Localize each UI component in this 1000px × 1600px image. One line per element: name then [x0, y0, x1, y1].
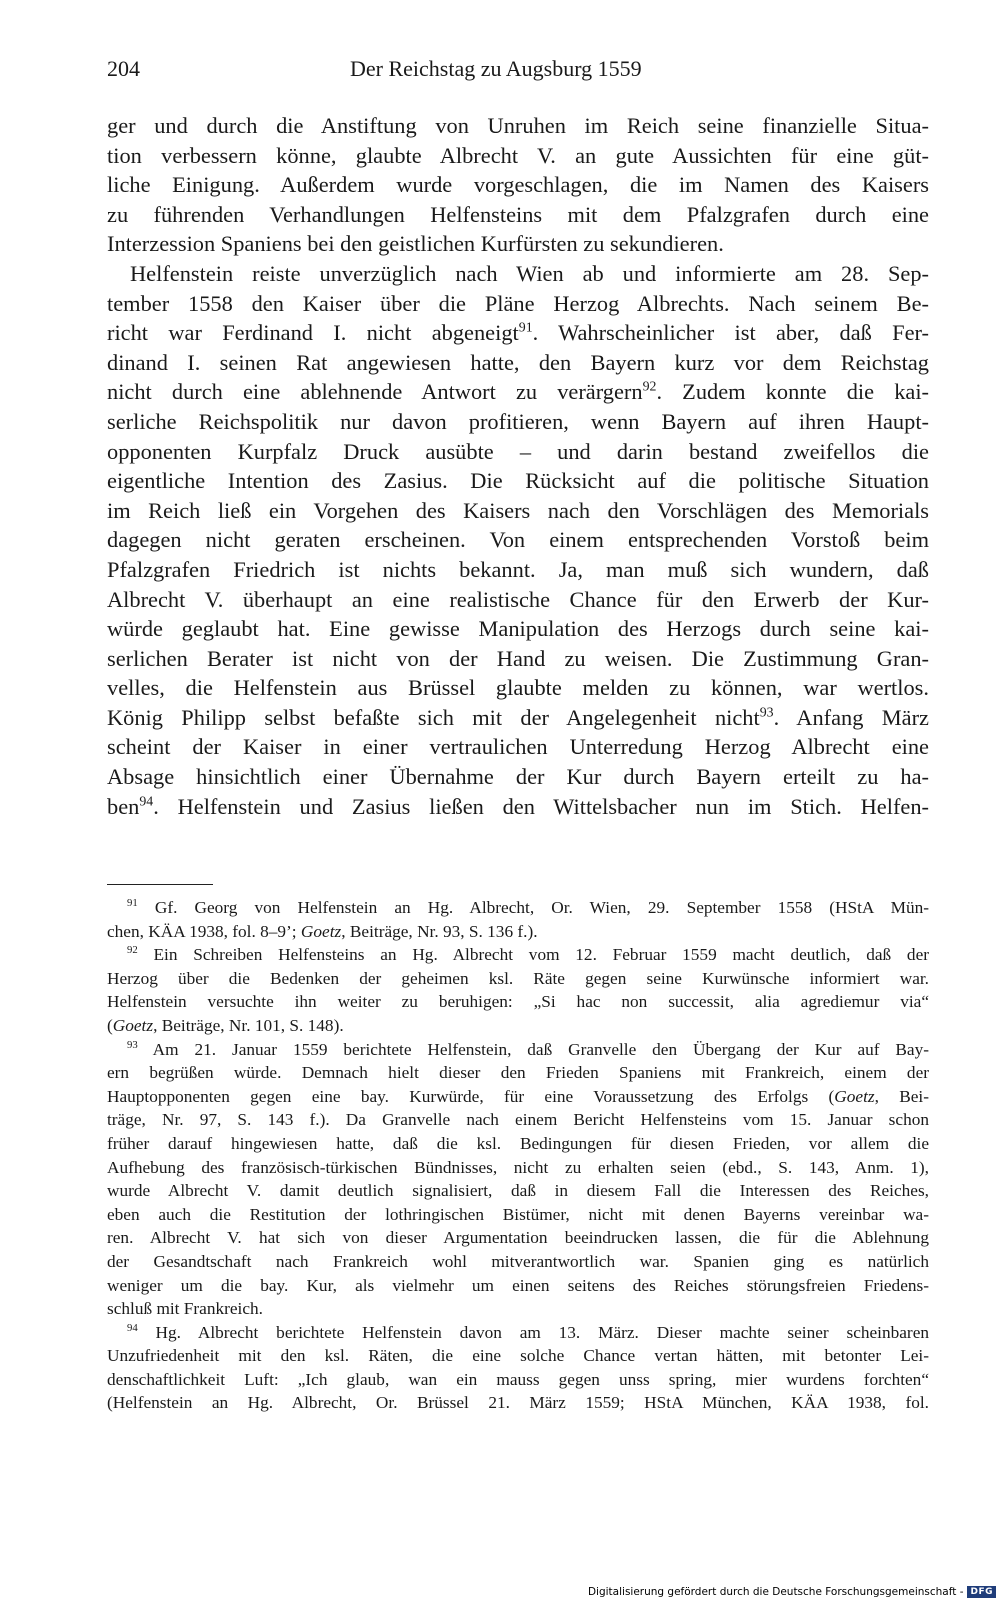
footnote-number: 93: [127, 1038, 138, 1051]
text-segment: chen, KÄA 1938, fol. 8–9’;: [107, 921, 301, 941]
text-segment: . Anfang März: [773, 704, 929, 730]
text-line: tember 1558 den Kaiser über die Pläne Herzog Albrechts. Nach seinem Be-: [107, 290, 929, 316]
footnote-93-line: schluß mit Frankreich.: [107, 1299, 263, 1319]
footnote-rule: [107, 884, 213, 885]
text-segment: Am 21. Januar 1559 berichtete Helfenstein, daß Granvelle den Übergang der Kur auf Bay-: [137, 1039, 929, 1059]
text-segment: Gf. Georg von Helfenstein an Hg. Albrecht, Or. Wien, 29. September 1558 (HStA Mün-: [137, 898, 929, 917]
text-line: [107, 377, 929, 407]
text-segment: , Beiträge, Nr. 93, S. 136 f.).: [341, 921, 538, 941]
author-name: Goetz: [112, 1015, 154, 1035]
text-line: scheint der Kaiser in einer vertraulichen Unterredung Herzog Albrecht eine: [107, 734, 929, 760]
footnote-93-line: der Gesandtschaft nach Frankreich wohl mitverantwortlich war. Spanien ging es natürlich: [107, 1251, 929, 1271]
footnote-93-line: träge, Nr. 97, S. 143 f.). Da Granvelle nach einem Bericht Helfensteins vom 15. Januar schon: [107, 1110, 929, 1130]
page-header: [107, 56, 929, 88]
footnote-91-line: [107, 920, 929, 944]
footnote-number: 94: [127, 1321, 138, 1334]
text-line: würde geglaubt hat. Eine gewisse Manipulation des Herzogs durch seine kai-: [107, 616, 929, 642]
text-segment: nicht durch eine ablehnende Antwort zu verärgern: [107, 379, 643, 405]
footnote-93-line: ren. Albrecht V. hat sich von dieser Argumentation beeindrucken lassen, die für die Ablehnung: [107, 1228, 929, 1248]
author-name: Goetz: [300, 921, 342, 941]
text-line: ger und durch die Anstiftung von Unruhen im Reich seine finanzielle Situa-: [107, 113, 929, 138]
text-segment: richt war Ferdinand I. nicht abgeneigt: [107, 320, 519, 346]
footnote-91-line: [107, 896, 929, 920]
text-line: serliche Reichspolitik nur davon profitieren, wenn Bayern auf ihren Haupt-: [107, 408, 929, 434]
text-segment: . Helfenstein und Zasius ließen den Wittelsbacher nun im Stich. Helfen-: [153, 793, 929, 819]
text-line: eigentliche Intention des Zasius. Die Rücksicht auf die politische Situation: [107, 468, 929, 494]
text-line: Absage hinsichtlich einer Übernahme der Kur durch Bayern erteilt zu ha-: [107, 764, 929, 790]
text-segment: Ein Schreiben Helfensteins an Hg. Albrecht vom 12. Februar 1559 macht deutlich, daß der: [137, 945, 929, 965]
footnote-93-line: eben auch die Restitution der lothringischen Bistümer, nicht mit denen Bayerns vereinbar wa-: [107, 1204, 929, 1224]
text-line: [107, 703, 929, 733]
footnote-ref-94[interactable]: 94: [139, 794, 154, 810]
footnote-94-line: denschaftlichkeit Luft: „Ich glaub, wan ein mauss gegen unss spring, mier wurdens forchten“: [107, 1369, 929, 1389]
text-segment: , Beiträge, Nr. 101, S. 148).: [153, 1015, 344, 1035]
main-text: [107, 111, 929, 821]
text-line: [107, 318, 929, 348]
text-segment: ben: [107, 793, 140, 819]
text-segment: Hauptopponenten gegen eine bay. Kurwürde, für eine Voraussetzung des Erfolgs (: [107, 1086, 835, 1106]
footnotes: [107, 896, 929, 1415]
footnote-93-line: wurde Albrecht V. damit deutlich signalisiert, daß in diesem Fall die Interessen des Reiches,: [107, 1181, 929, 1201]
footnote-93-line: früher darauf hingewiesen hatte, daß die ksl. Bedingungen für diesen Frieden, vor allem die: [107, 1133, 929, 1153]
text-segment: Hg. Albrecht berichtete Helfenstein davon am 13. März. Dieser machte seiner scheinbaren: [137, 1322, 929, 1342]
text-line: [107, 792, 929, 822]
text-line: Albrecht V. überhaupt an eine realistische Chance für den Erwerb der Kur-: [107, 586, 929, 612]
footnote-93-line: weniger um die bay. Kur, als vielmehr um einen seitens des Reiches störungsfreien Friedens-: [107, 1275, 929, 1295]
footnote-93-line: [107, 1085, 929, 1109]
footnote-ref-91[interactable]: 91: [518, 320, 533, 336]
footnote-92-line: Helfenstein versuchte ihn weiter zu beruhigen: „Si hac non successit, alia agrediemur via“: [107, 992, 929, 1012]
credit-text: Digitalisierung gefördert durch die Deutsche Forschungsgemeinschaft -: [587, 1586, 964, 1598]
text-line: tion verbessern könne, glaubte Albrecht V. an gute Aussichten für eine güt-: [107, 142, 929, 168]
text-line: Pfalzgrafen Friedrich ist nichts bekannt. Ja, man muß sich wundern, daß: [107, 556, 929, 582]
footnote-ref-92[interactable]: 92: [642, 379, 657, 395]
text-line: liche Einigung. Außerdem wurde vorgeschlagen, die im Namen des Kaisers: [107, 172, 929, 198]
footnote-94-line: (Helfenstein an Hg. Albrecht, Or. Brüssel 21. März 1559; HStA München, KÄA 1938, fol.: [107, 1393, 929, 1413]
text-line: velles, die Helfenstein aus Brüssel glaubte melden zu können, war wertlos.: [107, 675, 929, 701]
text-line: serlichen Berater ist nicht von der Hand zu weisen. Die Zustimmung Gran-: [107, 645, 929, 671]
footnote-92-line: Herzog über die Bedenken der geheimen ksl. Räte gegen seine Kurwünsche informiert war.: [107, 968, 929, 988]
footnote-92-line: [107, 1014, 929, 1038]
footnote-93-line: Aufhebung des französisch-türkischen Bündnisses, nicht zu erhalten seien (ebd., S. 143, Anm. 1),: [107, 1157, 929, 1177]
footnote-94-line: Unzufriedenheit mit den ksl. Räten, die eine solche Chance vertan hätten, mit betonter Lei-: [107, 1346, 929, 1366]
footnote-number: 92: [127, 944, 138, 957]
footnote-93-line: [107, 1038, 929, 1062]
footnote-94-line: [107, 1321, 929, 1345]
text-line: Interzession Spaniens bei den geistlichen Kurfürsten zu sekundieren.: [107, 231, 724, 257]
text-segment: . Zudem konnte die kai-: [656, 379, 930, 405]
digitization-credit: [588, 1586, 996, 1598]
text-segment: , Bei-: [874, 1086, 929, 1106]
text-line: zu führenden Verhandlungen Helfensteins mit dem Pfalzgrafen durch eine: [107, 201, 929, 227]
text-line: dagegen nicht geraten erscheinen. Von einem entsprechenden Vorstoß beim: [107, 527, 929, 553]
text-line: opponenten Kurpfalz Druck ausübte – und darin bestand zweifellos die: [107, 438, 929, 464]
footnote-93-line: ern begrüßen würde. Demnach hielt dieser den Frieden Spaniens mit Frankreich, einem der: [107, 1063, 929, 1083]
text-line: dinand I. seinen Rat angewiesen hatte, den Bayern kurz vor dem Reichstag: [107, 349, 929, 375]
footnote-number: 91: [127, 897, 138, 910]
text-segment: König Philipp selbst befaßte sich mit der Angelegenheit nicht: [107, 704, 760, 730]
text-segment: (: [107, 1015, 113, 1035]
footnote-92-line: [107, 943, 929, 967]
footnote-ref-93[interactable]: 93: [759, 705, 774, 721]
text-line: im Reich ließ ein Vorgehen des Kaisers nach den Vorschlägen des Memorials: [107, 497, 929, 523]
author-name: Goetz: [834, 1086, 875, 1106]
text-segment: . Wahrscheinlicher ist aber, daß Fer-: [532, 320, 929, 346]
running-title: Der Reichstag zu Augsburg 1559: [350, 56, 642, 81]
page-number: 204: [107, 56, 140, 81]
dfg-logo: DFG: [967, 1586, 996, 1598]
text-line: Helfenstein reiste unverzüglich nach Wien ab und informierte am 28. Sep-: [130, 260, 929, 286]
